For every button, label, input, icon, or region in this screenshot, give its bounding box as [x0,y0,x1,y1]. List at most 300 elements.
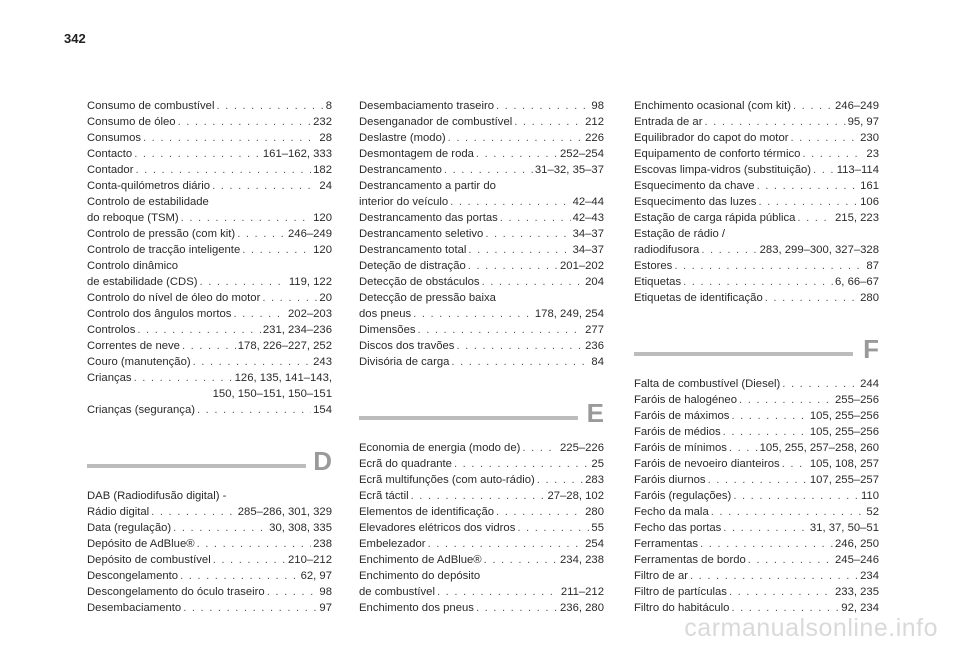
index-entry-pages: 105, 255–256 [809,410,879,422]
section-divider [359,392,604,438]
index-entry-pages: 95, 97 [847,116,879,128]
index-entry [634,552,879,568]
index-entry-label: Escovas limpa-vidros (substituição) [634,164,812,176]
index-entry-label: Falta de combustível (Diesel) [634,378,781,390]
dot-leader [418,322,584,338]
dot-leader [267,584,318,600]
index-entry-pages: 285–286, 301, 329 [237,506,332,518]
index-entry [359,322,604,338]
index-entry-heading: Destrancamento a partir do [359,180,496,192]
index-entry [87,210,332,226]
index-entry [634,290,879,306]
index-entry-pages: 204 [585,276,604,288]
dot-leader [514,114,583,130]
index-entry [634,456,879,472]
index-entry-label: do reboque (TSM) [87,212,179,224]
dot-leader [242,242,311,258]
section-rule [634,352,853,356]
index-entry-pages: 31–32, 35–37 [534,164,604,176]
index-entry-pages: 280 [860,292,879,304]
index-entry [359,488,604,504]
index-entry [359,98,604,114]
index-entry-label: Fecho das portas [634,522,722,534]
dot-leader [793,98,833,114]
dot-leader [782,376,858,392]
index-entry [359,456,604,472]
index-entry [359,520,604,536]
index-entry [359,258,604,274]
dot-leader [496,98,589,114]
index-entry-label: Discos dos travões [359,340,455,352]
index-entry-label: Data (regulação) [87,522,172,534]
index-entry [359,440,604,456]
index-entry [87,274,332,290]
index-entry-pages: 98 [591,100,604,112]
index-entry [634,392,879,408]
index-entry-label: Rádio digital [87,506,150,518]
index-entry-label: Controlo de pressão (com kit) [87,228,236,240]
index-entry-pages: 232 [313,116,332,128]
dot-leader [757,178,859,194]
index-entry-label: Ecrã multifunções (com auto-rádio) [359,474,535,486]
dot-leader [700,536,833,552]
index-entry-pages: 42–43 [572,212,604,224]
index-entry-pages: 234 [860,570,879,582]
index-entry-label: Dimensões [359,324,416,336]
index-entry [359,162,604,178]
dot-leader [444,162,533,178]
index-entry-label: Crianças (segurança) [87,404,195,416]
index-entry-label: Controlo dos ângulos mortos [87,308,232,320]
dot-leader [456,338,583,354]
index-entry [634,536,879,552]
index-entry [359,210,604,226]
index-entry [87,600,332,616]
index-entry-label: Divisória de carga [359,356,450,368]
index-entry-label: Faróis de mínimos [634,442,727,454]
index-entry [359,472,604,488]
section-rule [87,464,306,468]
index-entry [87,306,332,322]
index-entry-heading: Controlo de estabilidade [87,196,209,208]
index-entry-pages: 283, 299–300, 327–328 [759,244,879,256]
index-entry-label: Fecho da mala [634,506,709,518]
dot-leader [450,194,570,210]
index-entry-label: Estação de carga rápida pública [634,212,796,224]
index-entry-pages: 246, 250 [835,538,879,550]
index-column-1 [87,98,332,616]
dot-leader [454,456,589,472]
index-entry-pages: 201–202 [560,260,604,272]
index-entry-label: Descongelamento do óculo traseiro [87,586,265,598]
index-entry-pages: 246–249 [835,100,879,112]
index-entry-pages: 161–162, 333 [262,148,332,160]
index-entry-pages: 6, 66–67 [835,276,879,288]
index-entry-label: Enchimento de AdBlue® [359,554,482,566]
index-entry-label: Entrada de ar [634,116,703,128]
index-entry-heading: Estação de rádio / [634,228,726,240]
index-entry-label: Enchimento ocasional (com kit) [634,100,791,112]
section-divider [634,328,879,374]
dot-leader [180,568,299,584]
dot-leader [193,354,312,370]
index-entry-pages: 87 [866,260,879,272]
index-entry [634,210,879,226]
index-entry-pages: 126, 135, 141–143, [234,372,332,384]
index-entry-label: Contacto [87,148,133,160]
index-entry-pages: 106 [860,196,879,208]
index-entry-label: Etiquetas [634,276,682,288]
index-entry-heading: Enchimento do depósito [359,570,481,582]
index-entry-label: interior do veículo [359,196,449,208]
index-entry-pages: 34–37 [572,228,604,240]
index-entry [87,552,332,568]
index-entry-label: Enchimento dos pneus [359,602,474,614]
dot-leader [723,520,808,536]
index-entry-heading: Detecção de pressão baixa [359,292,496,304]
index-entry [359,354,604,370]
dot-leader [411,488,546,504]
index-entry-pages-continued: 150, 150–151, 150–151 [212,388,332,400]
index-entry-pages: 233, 235 [835,586,879,598]
index-entry-pages: 113–114 [836,164,879,176]
index-entry-label: Elementos de identificação [359,506,495,518]
dot-leader [181,210,311,226]
index-entry-label: Desembaciamento traseiro [359,100,494,112]
index-entry-label: Equipamento de conforto térmico [634,148,801,160]
index-entry-pages: 182 [313,164,332,176]
section-letter: E [586,398,604,428]
dot-leader [216,98,323,114]
index-entry-label: Desembaciamento [87,602,182,614]
index-entry-label: Consumos [87,132,141,144]
index-entry-pages: 25 [591,458,604,470]
index-entry [634,98,879,114]
index-entry-label: Filtro de ar [634,570,688,582]
index-entry-label: Consumo de óleo [87,116,176,128]
index-entry-label: Correntes de neve [87,340,180,352]
index-entry-pages: 277 [585,324,604,336]
index-entry-label: Depósito de AdBlue® [87,538,195,550]
index-entry-pages: 52 [866,506,879,518]
index-entry [634,146,879,162]
index-entry-pages: 105, 255–256 [809,426,879,438]
dot-leader [708,472,808,488]
index-entry-label: Faróis (regulações) [634,490,732,502]
index-entry [359,584,604,600]
dot-leader [212,178,317,194]
index-entry [359,536,604,552]
dot-leader [729,584,833,600]
index-entry-label: Destrancamento das portas [359,212,498,224]
index-entry [359,114,604,130]
index-entry-pages: 234, 238 [560,554,604,566]
index-entry-pages: 31, 37, 50–51 [809,522,879,534]
index-entry [634,376,879,392]
index-entry [87,162,332,178]
index-entry-label: Destrancamento [359,164,442,176]
index-entry-label: Embelezador [359,538,426,550]
index-entry-label: Controlo do nível de óleo do motor [87,292,261,304]
index-entry-label: Faróis de halogéneo [634,394,738,406]
index-entry [87,322,332,338]
index-entry-pages: 97 [319,602,332,614]
dot-leader [468,242,570,258]
index-entry-label: de combustível [359,586,435,598]
index-entry-label: Couro (manutenção) [87,356,191,368]
index-entry [634,408,879,424]
index-entry-pages: 42–44 [572,196,604,208]
index-entry-pages: 280 [585,506,604,518]
index-entry-pages: 283 [585,474,604,486]
dot-leader [537,472,583,488]
dot-leader [233,306,286,322]
index-entry [634,488,879,504]
index-entry-label: de estabilidade (CDS) [87,276,198,288]
index-entry-heading: Controlo dinâmico [87,260,179,272]
index-entry-label: Detecção de obstáculos [359,276,480,288]
index-entry [634,194,879,210]
index-entry-pages: 178, 226–227, 252 [237,340,332,352]
dot-leader [782,456,808,472]
index-entry-label: Faróis de nevoeiro dianteiros [634,458,780,470]
index-entry-pages: 243 [313,356,332,368]
index-entry-label: Deteção de distração [359,260,466,272]
index-entry-pages: 254 [585,538,604,550]
dot-leader [701,242,757,258]
index-entry-pages: 28 [319,132,332,144]
index-entry [87,568,332,584]
index-entry-pages: 212 [585,116,604,128]
index-entry-label: Crianças [87,372,132,384]
index-entry [634,162,879,178]
dot-leader [451,354,589,370]
index-entry-pages: 161 [860,180,879,192]
index-entry [359,146,604,162]
index-entry [634,584,879,600]
index-entry-pages: 105, 108, 257 [809,458,879,470]
index-entry-label: Controlos [87,324,136,336]
dot-leader [468,258,558,274]
dot-leader [437,584,559,600]
dot-leader [200,274,287,290]
dot-leader [197,402,311,418]
index-entry-label: Ferramentas de bordo [634,554,746,566]
index-entry [634,178,879,194]
index-entry-pages: 105, 255, 257–258, 260 [759,442,879,454]
index-entry [87,242,332,258]
index-entry [87,226,332,242]
dot-leader [237,226,286,242]
index-entry-label: Economia de energia (modo de) [359,442,521,454]
dot-leader [731,408,807,424]
watermark: carmanualsonline.info [684,614,938,642]
index-entry-label: radiodifusora [634,244,700,256]
index-entry-pages: 236 [585,340,604,352]
index-entry-pages: 252–254 [560,148,604,160]
index-entry-pages: 98 [319,586,332,598]
index-entry-pages: 120 [313,244,332,256]
index-entry-pages: 215, 223 [835,212,879,224]
index-column-2 [359,98,604,616]
index-entry-label: Etiquetas de identificação [634,292,763,304]
index-entry-pages: 255–256 [835,394,879,406]
dot-leader [522,440,558,456]
index-entry [634,424,879,440]
dot-leader [178,114,312,130]
dot-leader [758,194,858,210]
index-entry [87,504,332,520]
section-letter: D [313,446,332,476]
dot-leader [482,274,584,290]
index-entry-label: Equilibrador do capot do motor [634,132,789,144]
index-entry-pages: 8 [325,100,332,112]
index-entry-pages: 246–249 [288,228,332,240]
index-entry [359,242,604,258]
dot-leader [183,600,317,616]
index-entry-label: Filtro de partículas [634,586,727,598]
index-entry-pages: 24 [319,180,332,192]
page-number: 342 [64,31,86,46]
index-entry-pages: 30, 308, 335 [269,522,332,534]
index-entry [87,584,332,600]
dot-leader [733,488,859,504]
index-entry-label: Deslastre (modo) [359,132,446,144]
index-entry-label: Desmontagem de roda [359,148,474,160]
dot-leader [802,146,864,162]
index-entry [359,274,604,290]
dot-leader [517,520,589,536]
index-entry-label: Estores [634,260,673,272]
index-entry [634,520,879,536]
dot-leader [135,162,311,178]
index-entry-label: Contador [87,164,134,176]
dot-leader [413,306,533,322]
index-entry-label: Ferramentas [634,538,699,550]
index-entry-label: Faróis de médios [634,426,721,438]
index-entry-pages: 211–212 [560,586,604,598]
index-entry [359,226,604,242]
index-entry [87,98,332,114]
index-entry-pages: 27–28, 102 [547,490,604,502]
dot-leader [213,552,286,568]
index-entry-pages: 202–203 [288,308,332,320]
dot-leader [797,210,833,226]
index-entry [359,306,604,322]
index-entry [634,440,879,456]
index-entry [634,130,879,146]
index-entry-pages: 210–212 [288,554,332,566]
index-entry-pages: 34–37 [572,244,604,256]
index-entry-pages: 107, 255–257 [809,474,879,486]
index-entry-pages: 23 [866,148,879,160]
index-entry-label: Destrancamento seletivo [359,228,484,240]
index-entry [634,568,879,584]
index-entry [87,354,332,370]
dot-leader [500,210,571,226]
dot-leader [428,536,584,552]
index-entry-label: Consumo de combustível [87,100,215,112]
index-entry-pages: 84 [591,356,604,368]
index-entry [87,114,332,130]
index-entry-pages: 226 [585,132,604,144]
index-entry-pages: 244 [860,378,879,390]
index-entry-label: Controlo de tracção inteligente [87,244,241,256]
index-entry-pages: 154 [313,404,332,416]
dot-leader [173,520,267,536]
dot-leader [674,258,864,274]
index-entry-label: dos pneus [359,308,412,320]
index-entry [87,290,332,306]
dot-leader [723,424,808,440]
index-entry-pages: 245–246 [835,554,879,566]
section-divider [87,440,332,486]
dot-leader [476,146,558,162]
index-entry-label: Ecrã táctil [359,490,409,502]
dot-leader [496,504,583,520]
dot-leader [690,568,858,584]
dot-leader [729,440,758,456]
index-entry-pages: 119, 122 [288,276,332,288]
index-entry [87,402,332,418]
index-entry [87,536,332,552]
dot-leader [143,130,317,146]
index-entry-label: Destrancamento total [359,244,467,256]
index-entry [87,146,332,162]
dot-leader [790,130,858,146]
dot-leader [137,322,261,338]
dot-leader [813,162,835,178]
index-entry [359,130,604,146]
dot-leader [134,370,233,386]
section-letter: F [863,334,879,364]
index-entry-label: Esquecimento das luzes [634,196,757,208]
dot-leader [182,338,236,354]
index-entry-heading: DAB (Radiodifusão digital) - [87,490,227,502]
index-entry [359,194,604,210]
index-entry-pages: 110 [860,490,879,502]
index-entry-pages: 55 [591,522,604,534]
index-entry-pages: 20 [319,292,332,304]
index-entry [359,600,604,616]
index-entry-label: Descongelamento [87,570,179,582]
dot-leader [262,290,317,306]
index-entry-label: Esquecimento da chave [634,180,755,192]
index-entry-pages: 120 [313,212,332,224]
index-entry-pages: 92, 234 [841,602,879,614]
index-entry-pages: 230 [860,132,879,144]
dot-leader [683,274,833,290]
index-entry-pages: 62, 97 [300,570,332,582]
dot-leader [739,392,833,408]
index-entry-label: Filtro do habitáculo [634,602,730,614]
index-entry [87,130,332,146]
index-column-3 [634,98,879,616]
index-entry [634,242,879,258]
dot-leader [476,600,558,616]
index-entry-label: Faróis diurnos [634,474,706,486]
index-entry-label: Ecrã do quadrante [359,458,452,470]
index-entry [634,114,879,130]
index-entry [87,178,332,194]
index-entry-pages: 231, 234–236 [262,324,332,336]
dot-leader [704,114,845,130]
dot-leader [765,290,858,306]
index-entry-label: Depósito de combustível [87,554,211,566]
index-entry [634,258,879,274]
index-entry [87,338,332,354]
dot-leader [151,504,236,520]
